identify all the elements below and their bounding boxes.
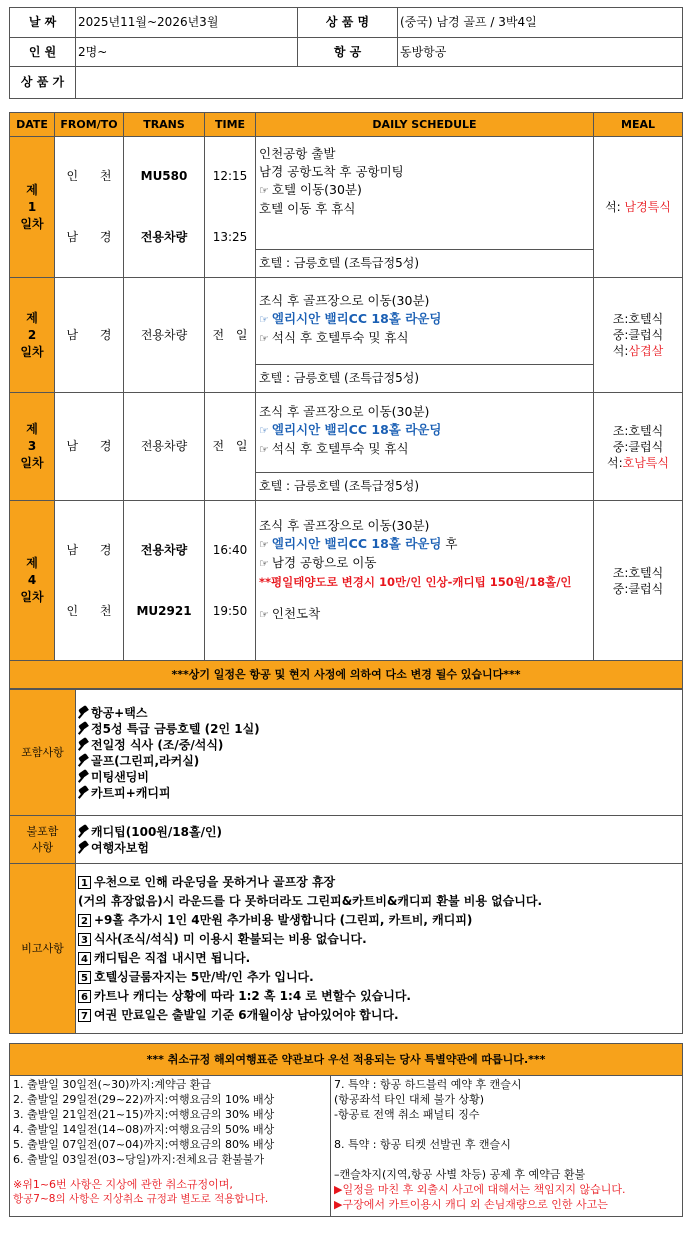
pax-label: 인 원 [10, 38, 76, 67]
col-daily-schedule: DAILY SCHEDULE [256, 113, 594, 137]
pointing-hand-icon: ☞ [259, 332, 269, 345]
day3-date: 제 3 일차 [10, 393, 55, 501]
day4-from-to [55, 501, 124, 661]
product-value: (중국) 남경 골프 / 3박4일 [398, 8, 683, 38]
day2-trans: 전용차량 [124, 278, 205, 393]
col-date: DATE [10, 113, 55, 137]
pointing-hand-icon: ☞ [259, 608, 269, 621]
day2-schedule: 조식 후 골프장으로 이동(30분) ☞ 엘리시안 밸리CC 18홀 라운딩 ☞ 석식 후 호텔투숙 및 휴식 [256, 278, 594, 365]
pushpin-icon [78, 842, 89, 853]
pointing-hand-icon: ☞ [259, 557, 269, 570]
day4-from1: 남 경 [66, 542, 112, 557]
col-trans: TRANS [124, 113, 205, 137]
col-from-to: FROM/TO [55, 113, 124, 137]
day3-time: 전 일 [205, 393, 256, 501]
product-label: 상 품 명 [298, 8, 398, 38]
day1-from-to [55, 137, 124, 278]
day1-trans1: MU580 [140, 169, 188, 183]
day1-hotel: 호텔 : 금릉호텔 (조특급정5성) [256, 250, 594, 278]
day4-time [205, 501, 256, 661]
day4-trans2: MU2921 [136, 603, 192, 618]
pointing-hand-icon: ☞ [259, 313, 269, 326]
day1-time2: 13:25 [212, 230, 248, 244]
day1-meal: 석: 남경특식 [594, 137, 683, 278]
pushpin-icon [78, 771, 89, 782]
day3-hotel: 호텔 : 금릉호텔 (조특급정5성) [256, 473, 594, 501]
day1-time [205, 137, 256, 278]
day4-time2: 19:50 [212, 603, 248, 618]
day1-from1: 인 천 [66, 169, 112, 183]
pointing-hand-icon: ☞ [259, 184, 269, 197]
day3-trans: 전용차량 [124, 393, 205, 501]
number-box-icon: 7 [78, 1009, 91, 1022]
day1-trans [124, 137, 205, 278]
included-list: 항공+택스 정5성 특급 금릉호텔 (2인 1실) 전일정 식사 (조/중/석식) 골프(그린피,라커실) 미팅샌딩비 카트피+캐디피 [76, 690, 683, 816]
pushpin-icon [78, 826, 89, 837]
pushpin-icon [78, 755, 89, 766]
cancellation-title: *** 취소규정 해외여행표준 약관보다 우선 적용되는 당사 특별약관에 따릅니다.*** [10, 1044, 683, 1076]
day4-date: 제 4 일차 [10, 501, 55, 661]
price-value [76, 67, 683, 99]
day1-from2: 남 경 [66, 230, 112, 244]
day3-meal: 조:호텔식 중:클럽식 석:호남특식 [594, 393, 683, 501]
day4-schedule: 조식 후 골프장으로 이동(30분) ☞ 엘리시안 밸리CC 18홀 라운딩 후 ☞ 남경 공항으로 이동 **평일태양도로 변경시 10만/인 인상-캐디팁 150원/18홀/인 ☞ 인천도착 [256, 501, 594, 661]
included-label: 포함사항 [10, 690, 76, 816]
triangle-right-icon: ▶ [334, 1183, 343, 1196]
pointing-hand-icon: ☞ [259, 538, 269, 551]
number-box-icon: 3 [78, 933, 91, 946]
pushpin-icon [78, 723, 89, 734]
remarks-list: 1 우천으로 인해 라운딩을 못하거나 골프장 휴장 (거의 휴장없음)시 라운드를 다 못하더라도 그린피&카트비&캐디피 환불 비용 없습니다. 2 +9홀 추가시 1인 4만원 추가비용 발생합니다 (그린피, 카트비, 캐디피) 3 식사(조식/석식) 미 이용시 환불되는 비용 없습니다. 4 캐디팁은 직접 내시면 됩니다. 5 호텔싱글룸자지는 5만/박/인 추가 입니다. 6 카트나 캐디는 상황에 따라 1:2 혹 1:4 로 변할수 있습니다. 7 여권 만료일은 출발일 기준 6개월이상 남아있어야 합니다. [76, 864, 683, 1034]
pushpin-icon [78, 787, 89, 798]
schedule-table [9, 112, 683, 689]
cancellation-table [9, 1043, 683, 1217]
day1-schedule: 인천공항 출발 남경 공항도착 후 공항미팅 ☞ 호텔 이동(30분) 호텔 이동 후 휴식 [256, 137, 594, 250]
cancellation-right: 7. 특약 : 항공 하드블럭 예약 후 캔슬시 (항공좌석 타인 대체 불가 상황) -항공료 전액 취소 패널티 징수 8. 특약 : 항공 티켓 선발권 후 캔슬시 –캔슬차지(지역,항공 사별 차등) 공제 후 예약금 환불 ▶일정을 마친 후 외출시 사고에 대해서는 책임지지 않습니다. ▶구장에서 카트이용시 캐디 외 손님재량으로 인한 사고는 [331, 1076, 683, 1217]
day3-from-to: 남 경 [55, 393, 124, 501]
price-label: 상 품 가 [10, 67, 76, 99]
pushpin-icon [78, 739, 89, 750]
pax-value: 2명~ [76, 38, 298, 67]
day1-date: 제 1 일차 [10, 137, 55, 278]
day1-trans2: 전용차량 [140, 230, 188, 244]
pointing-hand-icon: ☞ [259, 443, 269, 456]
airline-value: 동방항공 [398, 38, 683, 67]
number-box-icon: 5 [78, 971, 91, 984]
excluded-list: 캐디팁(100원/18홀/인) 여행자보험 [76, 816, 683, 864]
schedule-notice: ***상기 일정은 항공 및 현지 사정에 의하여 다소 변경 될수 있습니다*** [10, 661, 683, 689]
pointing-hand-icon: ☞ [259, 424, 269, 437]
day4-trans1: 전용차량 [140, 542, 188, 557]
day2-meal: 조:호텔식 중:클럽식 석:삼겹살 [594, 278, 683, 393]
date-label: 날 짜 [10, 8, 76, 38]
number-box-icon: 4 [78, 952, 91, 965]
number-box-icon: 6 [78, 990, 91, 1003]
day2-hotel: 호텔 : 금릉호텔 (조특급정5성) [256, 365, 594, 393]
terms-table [9, 689, 683, 1034]
day2-date: 제 2 일차 [10, 278, 55, 393]
number-box-icon: 1 [78, 876, 91, 889]
day4-trans [124, 501, 205, 661]
day2-time: 전 일 [205, 278, 256, 393]
day3-schedule: 조식 후 골프장으로 이동(30분) ☞ 엘리시안 밸리CC 18홀 라운딩 ☞ 석식 후 호텔투숙 및 휴식 [256, 393, 594, 473]
airline-label: 항 공 [298, 38, 398, 67]
triangle-right-icon: ▶ [334, 1198, 343, 1211]
remarks-label: 비고사항 [10, 864, 76, 1034]
col-time: TIME [205, 113, 256, 137]
cancellation-left: 1. 출발일 30일전(~30)까지:계약금 환급 2. 출발일 29일전(29~22)까지:여행요금의 10% 배상 3. 출발일 21일전(21~15)까지:여행요금의 30% 배상 4. 출발일 14일전(14~08)까지:여행요금의 50% 배상 5. 출발일 07일전(07~04)까지:여행요금의 80% 배상 6. 출발일 03일전(03~당일)까지:전체요금 환불불가 ※위1~6번 사항은 지상에 관한 취소규정이며, 항공7~8의 사항은 지상취소 규정과 별도로 적용합니다. [10, 1076, 331, 1217]
excluded-label: 불포함 사항 [10, 816, 76, 864]
day4-time1: 16:40 [212, 542, 248, 557]
pushpin-icon [78, 707, 89, 718]
day2-from-to: 남 경 [55, 278, 124, 393]
day1-time1: 12:15 [212, 169, 248, 183]
info-table [9, 7, 683, 99]
day4-from2: 인 천 [66, 603, 112, 618]
date-value: 2025년11월~2026년3월 [76, 8, 298, 38]
day4-meal: 조:호텔식 중:클럽식 [594, 501, 683, 661]
col-meal: MEAL [594, 113, 683, 137]
number-box-icon: 2 [78, 914, 91, 927]
